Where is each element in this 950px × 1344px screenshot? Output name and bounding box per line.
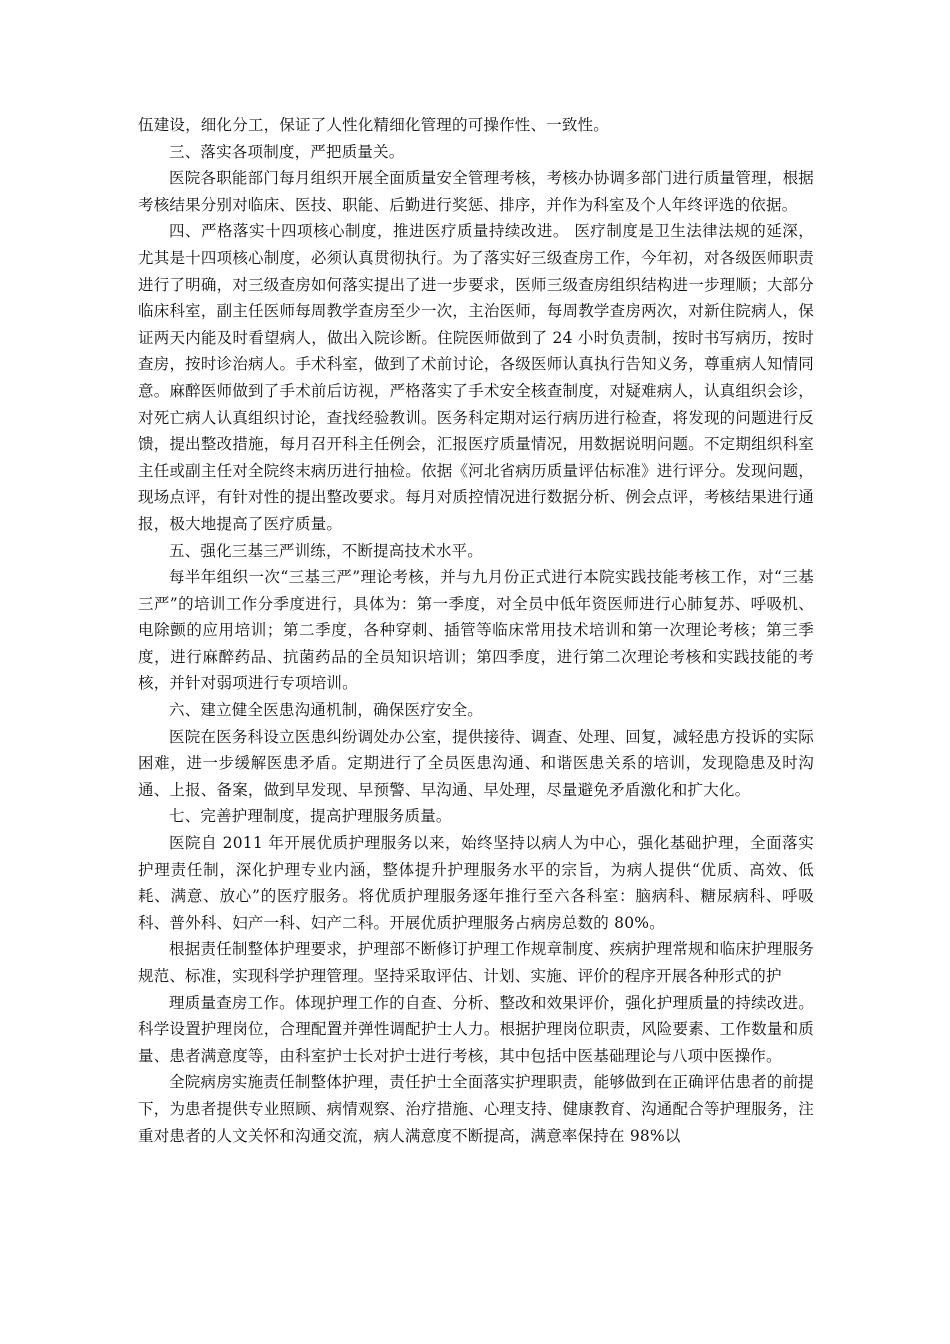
paragraph: 三、落实各项制度，严把质量关。: [169, 142, 405, 161]
paragraph: 医院各职能部门每月组织开展全面质量安全管理考核，考核办协调多部门进行质量管理，根据考核结果分别对临床、医技、职能、后勤进行奖惩、排序，并作为科室及个人年终评选的依据。: [138, 169, 814, 214]
paragraph: 七、完善护理制度，提高护理服务质量。: [169, 807, 452, 826]
paragraph: 医院自 2011 年开展优质护理服务以来，始终坚持以病人为中心，强化基础护理，全面落实护理责任制，深化护理专业内涵，整体提升护理服务水平的宗旨，为病人提供“优质、高效、低耗、满意、放心”的医疗服务。将优质护理服务逐年推行至六各科室：脑病科、糖尿病科、呼吸科、普外科、妇产一科、妇产二科。开展优质护理服务占病房总数的 80%。: [138, 834, 814, 932]
paragraph: 四、严格落实十四项核心制度，推进医疗质量持续改进。 医疗制度是卫生法律法规的延深，尤其是十四项核心制度，必须认真贯彻执行。为了落实好三级查房工作，今年初，对各级医师职责进行了明确，对三级查房如何落实提出了进一步要求，医师三级查房组织结构进一步理顺；大部分临床科室，副主任医师每周教学查房至少一次，主治医师，每周教学查房两次，对新住院病人，保证两天内能及时看望病人，做出入院诊断。住院医师做到了 24 小时负责制，按时书写病历，按时查房，按时诊治病人。手术科室，做到了术前讨论，各级医师认真执行告知义务，尊重病人知情同意。麻醉医师做到了手术前后访视，严格落实了手术安全核查制度，对疑难病人，认真组织会诊，对死亡病人认真组织讨论，查找经验教训。医务科定期对运行病历进行检查，将发现的问题进行反馈，提出整改措施，每月召开科主任例会，汇报医疗质量情况，用数据说明问题。不定期组织科室主任或副主任对全院终末病历进行抽检。依据《河北省病历质量评估标准》进行评分。发现问题，现场点评，有针对性的提出整改要求。每月对质控情况进行数据分析、例会点评，考核结果进行通报，极大地提高了医疗质量。: [138, 222, 814, 533]
paragraph: 每半年组织一次“三基三严”理论考核，并与九月份正式进行本院实践技能考核工作，对“三基三严”的培训工作分季度进行，具体为：第一季度，对全员中低年资医师进行心肺复苏、呼吸机、电除颤的应用培训；第二季度，各种穿刺、插管等临床常用技术培训和第一次理论考核；第三季度，进行麻醉药品、抗菌药品的全员知识培训；第四季度，进行第二次理论考核和实践技能的考核，并针对弱项进行专项培训。: [138, 568, 814, 693]
paragraph: 五、强化三基三严训练，不断提高技术水平。: [169, 541, 484, 560]
paragraph: 全院病房实施责任制整体护理，责任护士全面落实护理职责，能够做到在正确评估患者的前提下，为患者提供专业照顾、病情观察、治疗措施、心理支持、健康教育、沟通配合等护理服务，注重对患者的人文关怀和沟通交流，病人满意度不断提高，满意率保持在 98%以: [138, 1073, 814, 1145]
paragraph: 伍建设，细化分工，保证了人性化精细化管理的可操作性、一致性。: [138, 116, 610, 134]
paragraph: 根据责任制整体护理要求，护理部不断修订护理工作规章制度、疾病护理常规和临床护理服务规范、标准，实现科学护理管理。坚持采取评估、计划、实施、评价的程序开展各种形式的护: [138, 940, 814, 985]
paragraph: 六、建立健全医患沟通机制，确保医疗安全。: [169, 701, 484, 720]
paragraph: 理质量查房工作。体现护理工作的自查、分析、整改和效果评价，强化护理质量的持续改进。科学设置护理岗位，合理配置并弹性调配护士人力。根据护理岗位职责，风险要素、工作数量和质量、患者满意度等，由科室护士长对护士进行考核，其中包括中医基础理论与八项中医操作。: [138, 993, 814, 1065]
paragraph: 医院在医务科设立医患纠纷调处办公室，提供接待、调查、处理、回复，减轻患方投诉的实际困难，进一步缓解医患矛盾。定期进行了全员医患沟通、和谐医患关系的培训，发现隐患及时沟通、上报、备案，做到早发现、早预警、早沟通、早处理，尽量避免矛盾激化和扩大化。: [138, 727, 814, 799]
document-body: [138, 112, 814, 1149]
